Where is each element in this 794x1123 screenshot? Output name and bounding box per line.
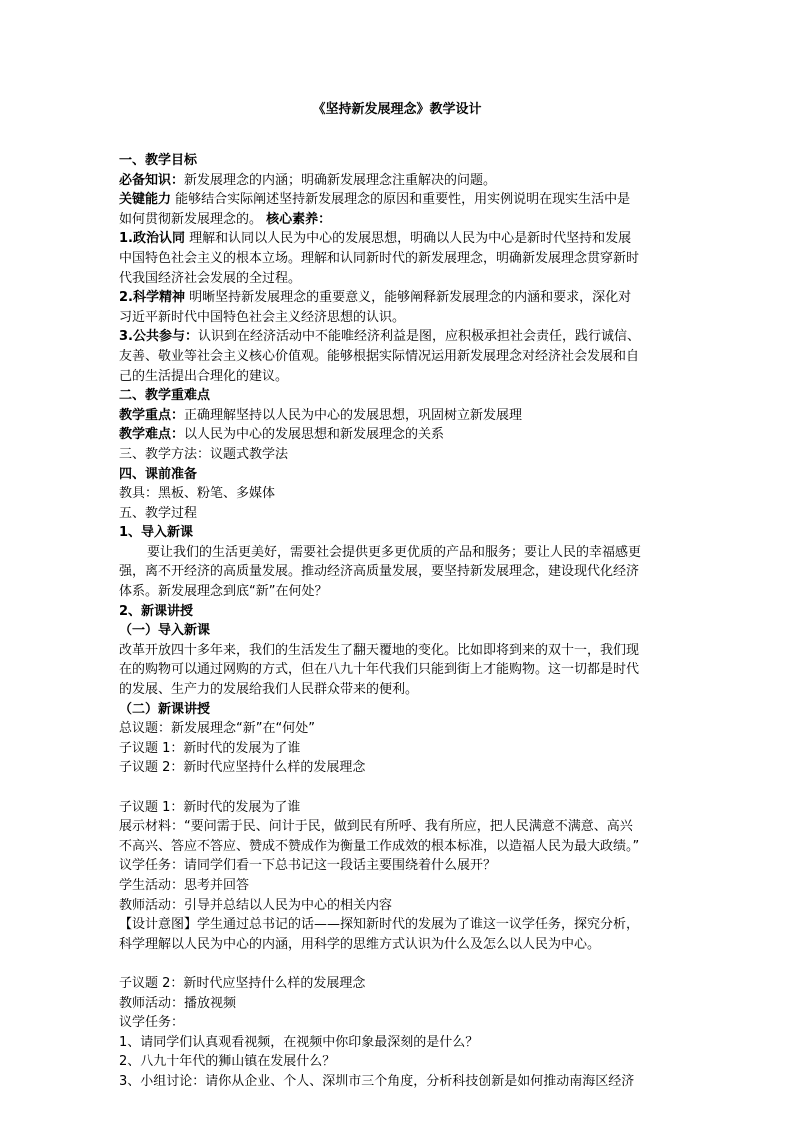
paragraph-line: 教具：黑板、粉笔、多媒体 xyxy=(119,486,276,502)
section-heading: 一、教学目标 xyxy=(119,153,198,168)
paragraph-line: 3、小组讨论：请你从企业、个人、深圳市三个角度，分析科技创新是如何推动南海区经济 xyxy=(119,1073,635,1089)
paragraph-line: 关键能力 能够结合实际阐述坚持新发展理念的原因和重要性，用实例说明在现实生活中是 xyxy=(119,192,631,208)
paragraph-line: 中国特色社会主义的根本立场。理解和认同新时代的新发展理念，明确新发展理念贯穿新时 xyxy=(119,250,640,266)
bold-lead: 教学重点： xyxy=(119,407,185,423)
paragraph-line: 1.政治认同 理解和认同以人民为中心的发展思想，明确以人民为中心是新时代坚持和发展 xyxy=(119,231,632,247)
paragraph-line: 教师活动：引导并总结以人民为中心的相关内容 xyxy=(119,897,393,913)
paragraph-line: 五、教学过程 xyxy=(119,505,198,521)
paragraph-line: 体系。新发展理念到底“新”在何处？ xyxy=(119,584,328,600)
bold-lead: 1.政治认同 xyxy=(119,231,185,247)
paragraph-line: 科学理解以人民为中心的内涵，用科学的思维方式认识为什么及怎么以人民为中心。 xyxy=(119,936,601,952)
paragraph-line: 改革开放四十多年来，我们的生活发生了翻天覆地的变化。比如即将到来的双十一，我们现 xyxy=(119,642,640,658)
paragraph-line: 不高兴、答应不答应、赞成不赞成作为衡量工作成效的根本标准，以造福人民为最大政绩。” xyxy=(119,838,640,854)
paragraph-line xyxy=(119,954,676,974)
paragraph-line: 教学难点：以人民为中心的发展思想和新发展理念的关系 xyxy=(119,427,445,443)
paragraph-line: 如何贯彻新发展理念的。 核心素养： xyxy=(119,211,332,227)
paragraph-line: 议学任务：请同学们看一下总书记这一段话主要围绕着什么展开？ xyxy=(119,858,497,874)
paragraph-line: 1、请同学们认真观看视频，在视频中你印象最深刻的是什么？ xyxy=(119,1034,479,1050)
paragraph-line: 教学重点：正确理解坚持以人民为中心的发展思想，巩固树立新发展理 xyxy=(119,407,523,423)
paragraph-line: 子议题 2：新时代应坚持什么样的发展理念 xyxy=(119,760,366,776)
paragraph-line: 要让我们的生活更美好，需要社会提供更多更优质的产品和服务；要让人民的幸福感更 xyxy=(147,544,642,560)
paragraph-line: 子议题 2：新时代应坚持什么样的发展理念 xyxy=(119,975,366,991)
bold-lead: 3.公共参与： xyxy=(119,329,198,345)
paragraph-line: 子议题 1：新时代的发展为了谁 xyxy=(119,740,301,756)
paragraph-line: 三、教学方法：议题式教学法 xyxy=(119,446,289,462)
paragraph-line: 必备知识：新发展理念的内涵；明确新发展理念注重解决的问题。 xyxy=(119,172,497,188)
bold-tail: 核心素养： xyxy=(266,211,332,227)
paragraph-line: 议学任务： xyxy=(119,1015,185,1031)
paragraph-line: 2、八九十年代的狮山镇在发展什么？ xyxy=(119,1054,336,1070)
paragraph-line: 3.公共参与：认识到在经济活动中不能唯经济利益是图，应积极承担社会责任，践行诚信、 xyxy=(119,329,640,345)
bold-lead: 必备知识： xyxy=(119,172,185,188)
paragraph-line: 习近平新时代中国特色社会主义经济思想的认识。 xyxy=(119,309,406,325)
paragraph-line: 总议题：新发展理念“新”在“何处” xyxy=(119,721,315,737)
paragraph-line: 【设计意图】学生通过总书记的话——探知新时代的发展为了谁这一议学任务，探究分析， xyxy=(119,917,640,933)
section-heading: （二）新课讲授 xyxy=(119,701,211,717)
paragraph-line: 教师活动：播放视频 xyxy=(119,995,237,1011)
paragraph-line: 2.科学精神 明晰坚持新发展理念的重要意义，能够阐释新发展理念的内涵和要求，深化对 xyxy=(119,290,632,306)
document-body xyxy=(119,151,676,1092)
section-heading: 四、课前准备 xyxy=(119,466,198,482)
bold-lead: 2.科学精神 xyxy=(119,290,185,306)
bold-lead: 教学难点： xyxy=(119,427,185,443)
paragraph-line: 代我国经济社会发展的全过程。 xyxy=(119,270,302,286)
paragraph-line: 强，离不开经济的高质量发展。推动经济高质量发展，要坚持新发展理念，建设现代化经济 xyxy=(119,564,640,580)
paragraph-line: 学生活动：思考并回答 xyxy=(119,877,250,893)
paragraph-line: 展示材料：“要问需于民、问计于民，做到民有所呼、我有所应，把人民满意不满意、高兴 xyxy=(119,819,633,835)
section-heading: 二、教学重难点 xyxy=(119,388,211,404)
section-heading: 1、导入新课 xyxy=(119,525,194,541)
paragraph-line: 在的购物可以通过网购的方式，但在八九十年代我们只能到街上才能购物。这一切都是时代 xyxy=(119,662,640,678)
paragraph-line xyxy=(119,778,676,798)
paragraph-line: 己的生活提出合理化的建议。 xyxy=(119,368,289,384)
section-heading: 2、新课讲授 xyxy=(119,603,194,619)
bold-lead: 关键能力 xyxy=(119,192,172,208)
paragraph-line: 子议题 1：新时代的发展为了谁 xyxy=(119,799,301,815)
paragraph-line: 的发展、生产力的发展给我们人民群众带来的便利。 xyxy=(119,682,419,698)
paragraph-line: 友善、敬业等社会主义核心价值观。能够根据实际情况运用新发展理念对经济社会发展和自 xyxy=(119,348,640,364)
section-heading: （一）导入新课 xyxy=(119,623,211,639)
document-title: 《坚持新发展理念》教学设计 xyxy=(312,102,482,117)
